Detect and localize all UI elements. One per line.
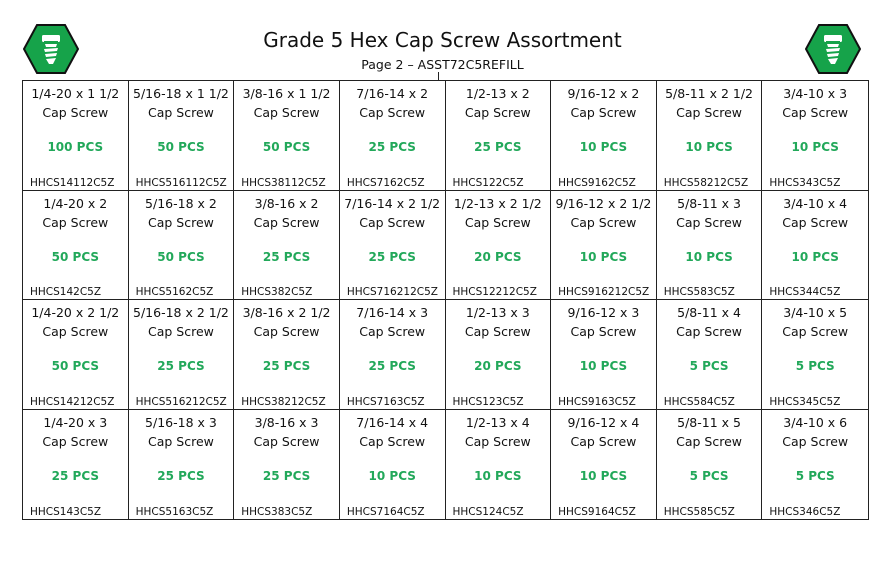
screw-type: Cap Screw — [42, 105, 109, 120]
assortment-grid — [22, 80, 869, 520]
grid-cell — [23, 81, 129, 191]
part-code: HHCS516112C5Z — [135, 176, 227, 189]
quantity-label: 25 PCS — [51, 468, 99, 483]
screw-type: Cap Screw — [42, 324, 109, 339]
grid-cell — [129, 410, 235, 520]
part-code: HHCS7164C5Z — [346, 506, 425, 518]
screw-type: Cap Screw — [464, 433, 531, 449]
part-code: HHCS14112C5Z — [30, 176, 115, 189]
quantity-label: 5 PCS — [795, 468, 835, 483]
quantity-label: 10 PCS — [579, 140, 628, 154]
screw-size: 3/8-16 x 2 1/2 — [242, 305, 331, 320]
screw-size: 1/2-13 x 2 — [465, 86, 530, 101]
part-code: HHCS5163C5Z — [135, 506, 214, 518]
part-code: HHCS9164C5Z — [558, 506, 636, 518]
screw-size: 3/4-10 x 6 — [783, 414, 848, 430]
part-code: HHCS38112C5Z — [241, 176, 326, 189]
screw-size: 7/16-14 x 3 — [356, 305, 429, 320]
screw-type: Cap Screw — [359, 433, 426, 449]
grid-cell — [657, 191, 763, 301]
screw-size: 9/16-12 x 4 — [567, 414, 640, 430]
page-title: Grade 5 Hex Cap Screw Assortment — [263, 28, 622, 52]
grid-cell — [446, 81, 552, 191]
quantity-label: 25 PCS — [368, 249, 416, 264]
part-code: HHCS585C5Z — [663, 506, 735, 518]
grid-cell — [657, 410, 763, 520]
part-code: HHCS346C5Z — [769, 506, 841, 518]
screw-size: 5/16-18 x 1 1/2 — [133, 86, 229, 101]
grid-cell — [762, 191, 868, 301]
quantity-label: 50 PCS — [262, 140, 311, 154]
quantity-label: 50 PCS — [51, 359, 99, 373]
grid-cell — [762, 300, 868, 410]
part-code: HHCS9162C5Z — [558, 176, 636, 189]
grid-cell — [551, 81, 657, 191]
grid-cell — [762, 81, 868, 191]
quantity-label: 100 PCS — [47, 140, 104, 154]
grid-cell — [446, 300, 552, 410]
quantity-label: 25 PCS — [368, 359, 416, 373]
screw-type: Cap Screw — [676, 105, 742, 120]
screw-type: Cap Screw — [782, 105, 849, 120]
grid-cell — [129, 300, 235, 410]
screw-type: Cap Screw — [359, 105, 426, 120]
part-code: HHCS7163C5Z — [346, 395, 425, 408]
grid-cell — [340, 410, 446, 520]
grid-cell — [234, 191, 340, 301]
quantity-label: 5 PCS — [689, 359, 729, 373]
screw-type: Cap Screw — [782, 433, 849, 449]
grid-cell — [23, 410, 129, 520]
screw-size: 3/4-10 x 5 — [783, 305, 848, 320]
screw-type: Cap Screw — [359, 214, 426, 230]
quantity-label: 10 PCS — [791, 249, 839, 264]
screw-size: 7/16-14 x 4 — [356, 414, 429, 430]
screw-size: 5/16-18 x 3 — [145, 414, 217, 430]
screw-size: 3/8-16 x 1 1/2 — [242, 86, 331, 101]
grid-cell — [340, 191, 446, 301]
part-code: HHCS382C5Z — [241, 286, 313, 298]
screw-type: Cap Screw — [147, 324, 214, 339]
part-code: HHCS14212C5Z — [30, 395, 115, 408]
part-code: HHCS345C5Z — [769, 395, 841, 408]
quantity-label: 25 PCS — [262, 359, 311, 373]
quantity-label: 10 PCS — [474, 468, 522, 483]
grid-cell — [234, 300, 340, 410]
part-code: HHCS383C5Z — [241, 506, 313, 518]
part-code: HHCS916212C5Z — [558, 286, 650, 298]
part-code: HHCS343C5Z — [769, 176, 841, 189]
screw-type: Cap Screw — [464, 105, 531, 120]
screw-type: Cap Screw — [676, 324, 742, 339]
screw-type: Cap Screw — [253, 214, 320, 230]
screw-size: 7/16-14 x 2 1/2 — [344, 195, 441, 211]
screw-type: Cap Screw — [782, 324, 849, 339]
part-code: HHCS583C5Z — [663, 286, 735, 298]
part-code: HHCS584C5Z — [663, 395, 735, 408]
quantity-label: 10 PCS — [791, 140, 839, 154]
screw-size: 1/4-20 x 2 1/2 — [31, 305, 120, 320]
screw-size: 1/2-13 x 2 1/2 — [453, 195, 542, 211]
quantity-label: 50 PCS — [157, 140, 205, 154]
screw-type: Cap Screw — [676, 433, 742, 449]
quantity-label: 20 PCS — [474, 249, 522, 264]
grid-cell — [657, 300, 763, 410]
part-code: HHCS716212C5Z — [346, 286, 438, 298]
screw-type: Cap Screw — [570, 214, 637, 230]
screw-size: 3/8-16 x 3 — [254, 414, 319, 430]
quantity-label: 10 PCS — [685, 140, 733, 154]
grid-cell — [446, 410, 552, 520]
quantity-label: 50 PCS — [51, 249, 99, 264]
part-code: HHCS5162C5Z — [135, 286, 214, 298]
quantity-label: 25 PCS — [157, 359, 205, 373]
grid-cell — [23, 300, 129, 410]
part-code: HHCS143C5Z — [30, 506, 102, 518]
screw-size: 9/16-12 x 2 — [567, 86, 640, 101]
screw-type: Cap Screw — [253, 433, 320, 449]
quantity-label: 10 PCS — [579, 359, 628, 373]
screw-size: 1/2-13 x 4 — [465, 414, 530, 430]
quantity-label: 5 PCS — [689, 468, 729, 483]
screw-type: Cap Screw — [570, 324, 637, 339]
grid-cell — [551, 191, 657, 301]
screw-size: 5/8-11 x 3 — [677, 195, 741, 211]
screw-type: Cap Screw — [464, 324, 531, 339]
part-code: HHCS58212C5Z — [663, 176, 749, 189]
screw-type: Cap Screw — [464, 214, 531, 230]
part-code: HHCS124C5Z — [452, 506, 524, 518]
grid-cell — [129, 81, 235, 191]
grid-cell — [762, 410, 868, 520]
grid-cell — [23, 191, 129, 301]
screw-type: Cap Screw — [782, 214, 849, 230]
screw-size: 5/16-18 x 2 — [145, 195, 217, 211]
grid-cell — [551, 410, 657, 520]
part-code: HHCS122C5Z — [452, 176, 524, 189]
screw-size: 1/2-13 x 3 — [465, 305, 530, 320]
screw-type: Cap Screw — [147, 105, 214, 120]
screw-type: Cap Screw — [253, 324, 320, 339]
part-code: HHCS516212C5Z — [135, 395, 227, 408]
quantity-label: 25 PCS — [368, 140, 416, 154]
screw-type: Cap Screw — [147, 433, 214, 449]
page-subtitle: Page 2 – ASST72C5REFILL — [361, 57, 524, 72]
screw-type: Cap Screw — [147, 214, 214, 230]
quantity-label: 25 PCS — [474, 140, 522, 154]
screw-size: 9/16-12 x 3 — [567, 305, 640, 320]
part-code: HHCS344C5Z — [769, 286, 841, 298]
quantity-label: 50 PCS — [157, 249, 205, 264]
quantity-label: 10 PCS — [579, 468, 628, 483]
screw-size: 3/4-10 x 4 — [783, 195, 848, 211]
part-code: HHCS12212C5Z — [452, 286, 537, 298]
part-code: HHCS123C5Z — [452, 395, 524, 408]
grid-cell — [657, 81, 763, 191]
screw-type: Cap Screw — [253, 105, 320, 120]
screw-type: Cap Screw — [42, 214, 109, 230]
screw-type: Cap Screw — [676, 214, 742, 230]
grid-cell — [340, 81, 446, 191]
quantity-label: 20 PCS — [474, 359, 522, 373]
quantity-label: 10 PCS — [685, 249, 733, 264]
part-code: HHCS7162C5Z — [346, 176, 425, 189]
grid-cell — [340, 300, 446, 410]
part-code: HHCS38212C5Z — [241, 395, 326, 408]
screw-size: 9/16-12 x 2 1/2 — [555, 195, 652, 211]
screw-size: 7/16-14 x 2 — [356, 86, 429, 101]
quantity-label: 25 PCS — [157, 468, 205, 483]
grid-cell — [129, 191, 235, 301]
screw-size: 1/4-20 x 2 — [43, 195, 108, 211]
quantity-label: 25 PCS — [262, 468, 311, 483]
grid-cell — [234, 81, 340, 191]
quantity-label: 25 PCS — [262, 249, 311, 264]
screw-type: Cap Screw — [42, 433, 109, 449]
screw-size: 5/8-11 x 5 — [677, 414, 741, 430]
screw-size: 3/8-16 x 2 — [254, 195, 319, 211]
grid-cell — [446, 191, 552, 301]
grid-cell — [234, 410, 340, 520]
part-code: HHCS9163C5Z — [558, 395, 636, 408]
screw-type: Cap Screw — [570, 105, 637, 120]
screw-size: 1/4-20 x 1 1/2 — [31, 86, 120, 101]
screw-type: Cap Screw — [359, 324, 426, 339]
quantity-label: 10 PCS — [579, 249, 628, 264]
screw-size: 3/4-10 x 3 — [783, 86, 848, 101]
screw-type: Cap Screw — [570, 433, 637, 449]
quantity-label: 10 PCS — [368, 468, 416, 483]
grid-cell — [551, 300, 657, 410]
screw-size: 5/16-18 x 2 1/2 — [133, 305, 229, 320]
screw-size: 1/4-20 x 3 — [43, 414, 108, 430]
screw-size: 5/8-11 x 4 — [677, 305, 741, 320]
part-code: HHCS142C5Z — [30, 286, 102, 298]
screw-size: 5/8-11 x 2 1/2 — [665, 86, 754, 101]
quantity-label: 5 PCS — [795, 359, 835, 373]
